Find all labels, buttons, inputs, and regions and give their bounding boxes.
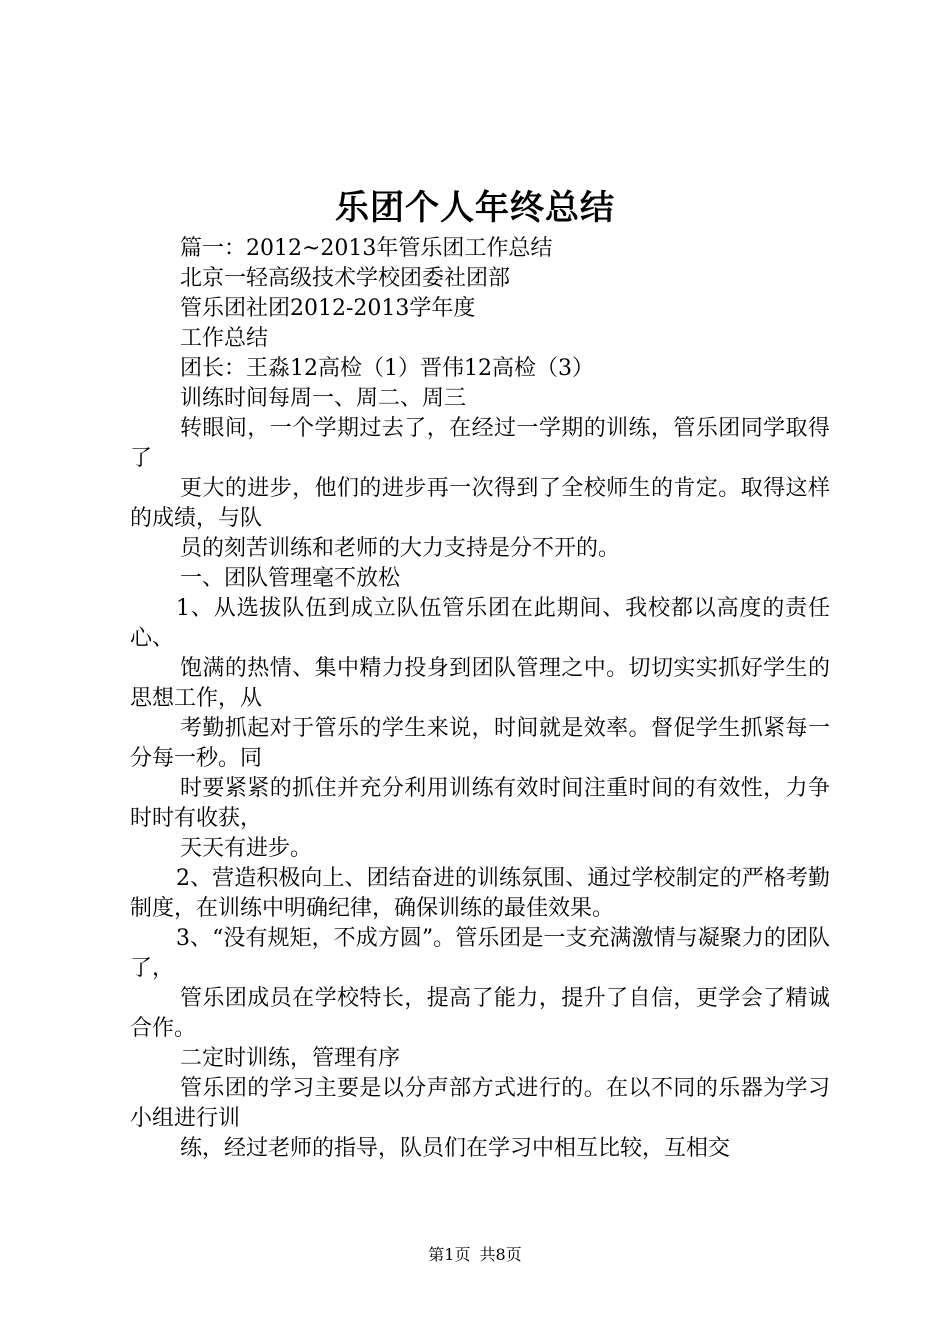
paragraph: 管乐团的学习主要是以分声部方式进行的。在以不同的乐器为学习小组进行训 xyxy=(130,1076,830,1131)
paragraph: 时要紧紧的抓住并充分利用训练有效时间注重时间的有效性，力争时时有收获， xyxy=(130,776,830,831)
page-footer xyxy=(0,1244,950,1266)
paragraph: 篇一：2012~2013年管乐团工作总结 xyxy=(180,236,553,261)
paragraph: 1、从选拔队伍到成立队伍管乐团在此期间、我校都以高度的责任心、 xyxy=(130,596,830,651)
paragraph: 天天有进步。 xyxy=(180,836,313,861)
paragraph: 3、“没有规矩，不成方圆”。管乐团是一支充满激情与凝聚力的团队了， xyxy=(130,926,830,981)
section-heading: 一、团队管理毫不放松 xyxy=(180,566,401,591)
paragraph: 工作总结 xyxy=(180,326,269,351)
paragraph: 员的刻苦训练和老师的大力支持是分不开的。 xyxy=(180,536,621,561)
page-total: 共8页 xyxy=(479,1245,522,1264)
page-number: 第1页 xyxy=(428,1245,471,1264)
paragraph: 管乐团成员在学校特长，提高了能力，提升了自信，更学会了精诚合作。 xyxy=(130,986,830,1041)
section-heading: 二定时训练，管理有序 xyxy=(180,1046,401,1071)
paragraph: 练，经过老师的指导，队员们在学习中相互比较，互相交 xyxy=(180,1136,731,1161)
paragraph: 饱满的热情、集中精力投身到团队管理之中。切切实实抓好学生的思想工作，从 xyxy=(130,656,830,711)
document-title: 乐团个人年终总结 xyxy=(335,188,615,228)
paragraph: 训练时间每周一、周二、周三 xyxy=(180,386,467,411)
document-body xyxy=(130,234,830,1164)
paragraph: 考勤抓起对于管乐的学生来说，时间就是效率。督促学生抓紧每一分每一秒。同 xyxy=(130,716,830,771)
paragraph: 转眼间，一个学期过去了，在经过一学期的训练，管乐团同学取得了 xyxy=(130,416,830,471)
paragraph: 管乐团社团2012-2013学年度 xyxy=(180,296,476,321)
paragraph: 团长：王淼12高检（1）晋伟12高检（3） xyxy=(180,356,594,381)
paragraph: 北京一轻高级技术学校团委社团部 xyxy=(180,266,511,291)
paragraph: 更大的进步，他们的进步再一次得到了全校师生的肯定。取得这样的成绩，与队 xyxy=(130,476,830,531)
paragraph: 2、营造积极向上、团结奋进的训练氛围、通过学校制定的严格考勤制度，在训练中明确纪律，确保训练的最佳效果。 xyxy=(130,866,830,921)
